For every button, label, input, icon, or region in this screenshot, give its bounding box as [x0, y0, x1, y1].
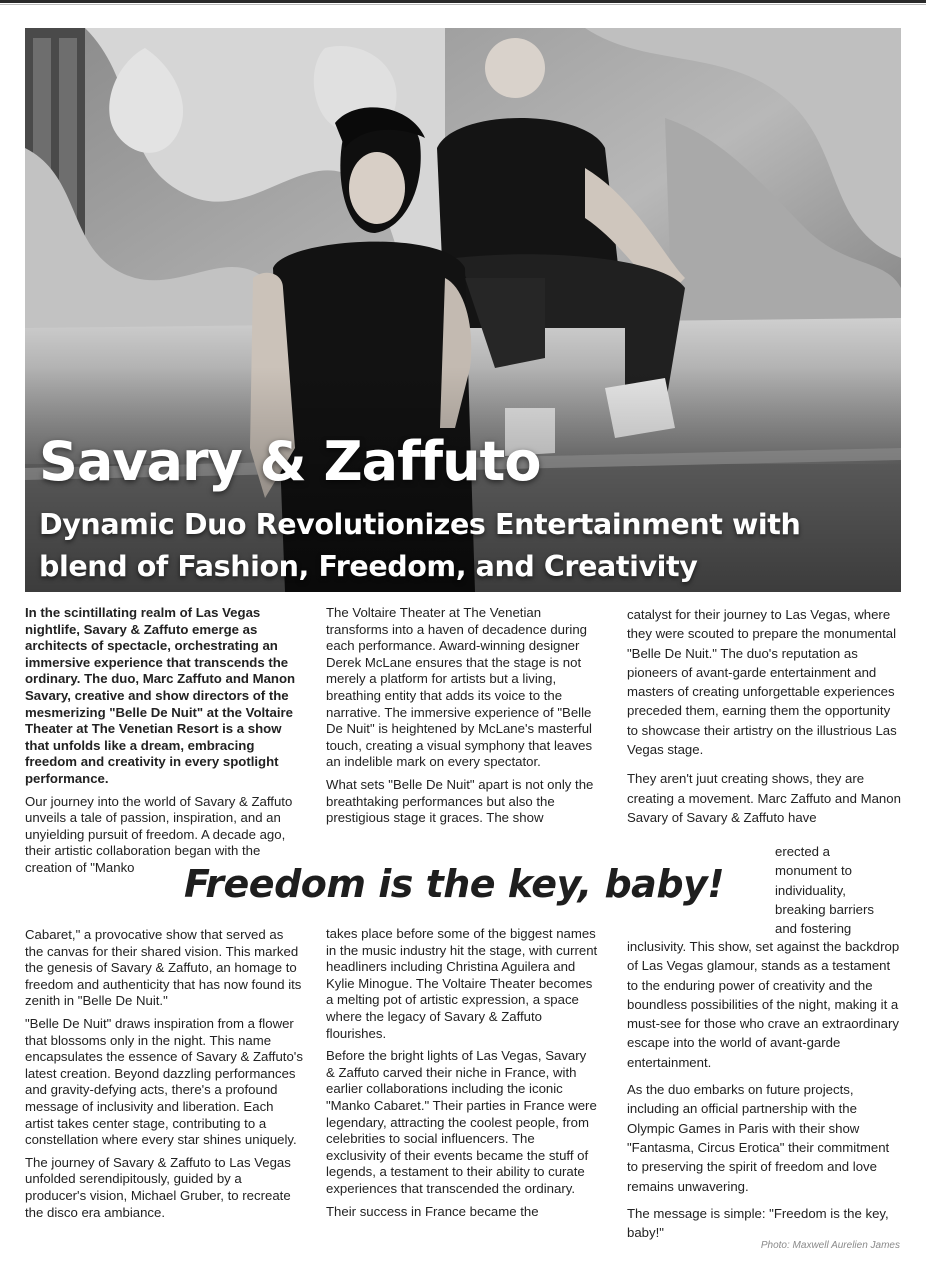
column-3-wrap	[775, 842, 895, 938]
col3-paragraph-2b: erected a monument to individuality, breaking barriers and fostering	[775, 844, 874, 937]
column-2-continued	[326, 926, 598, 1226]
page-top-rule-shadow	[0, 4, 926, 5]
col2-paragraph-4: Their success in France became the	[326, 1203, 539, 1219]
col1-paragraph-1a: Our journey into the world of Savary & Zaffuto unveils a tale of passion, inspiration, and an unyielding pursuit of freedom. A decade ago, their artistic collaboration began with the creation of "Manko	[25, 793, 293, 875]
col1-paragraph-1b: Cabaret," a provocative show that served as the canvas for their shared vision. This marked the genesis of Savary & Zaffuto, an homage to freedom and authenticity that has now found its zenith in "Belle De Nuit."	[25, 927, 302, 1009]
lead-paragraph: In the scintillating realm of Las Vegas nightlife, Savary & Zaffuto emerge as architects of spectacle, orchestrating an immersive experience that transcends the ordinary. The duo, Marc Zaffuto and Manon Savary, creative and show directors of the mesmerizing "Belle De Nuit" at the Voltaire Theater at The Venetian Resort is a show that unfolds like a dream, embracing freedom and creativity in every spotlight performance.	[25, 605, 296, 786]
hero-photo	[25, 28, 901, 592]
pull-quote: Freedom is the key, baby!	[184, 862, 725, 906]
col2-paragraph-1: The Voltaire Theater at The Venetian transforms into a haven of decadence during each performance. Award-winning designer Derek McLane ensures that the stage is not merely a platform for artists but a living, breathing entity that adds its voice to the narrative. The immersive experience of "Belle De Nuit" is heightened by McLane's masterful touch, creating a visual symphony that leaves an indelible mark on every spectator.	[326, 605, 593, 770]
article-subtitle: Dynamic Duo Revolutionizes Entertainment with blend of Fashion, Freedom, and Creativity	[39, 508, 801, 583]
col3-paragraph-4: The message is simple: "Freedom is the key, baby!"	[627, 1205, 889, 1241]
article-title: Savary & Zaffuto	[39, 430, 541, 493]
col3-paragraph-2a: They aren't juut creating shows, they are creating a movement. Marc Zaffuto and Manon Savary of Savary & Zaffuto have	[627, 771, 901, 825]
col2-paragraph-3: Before the bright lights of Las Vegas, Savary & Zaffuto carved their niche in France, with earlier collaborations including the iconic "Manko Cabaret." Their parties in France were legendary, attracting the coolest people, from celebrities to social influencers. The exclusivity of their events became the stuff of legends, a testament to their ability to curate experiences that transcended the ordinary.	[326, 1048, 597, 1196]
column-2	[326, 605, 598, 833]
col2-paragraph-2a: What sets "Belle De Nuit" apart is not only the breathtaking performances but also the prestigious stage it graces. The show	[326, 776, 594, 826]
page-top-rule	[0, 0, 926, 3]
col1-paragraph-2: "Belle De Nuit" draws inspiration from a flower that blossoms only in the night. This name encapsulates the essence of Savary & Zaffuto's latest creation. Beyond dazzling performances and gravity-defying acts, there's a profound message of inclusivity and liberation. Each artist takes center stage, contributing to a constellation where every star shines uniquely.	[25, 1015, 303, 1148]
col1-paragraph-3: The journey of Savary & Zaffuto to Las Vegas unfolded serendipitously, guided by a producer's vision, Michael Gruber, to recreate the disco era ambiance.	[25, 1154, 291, 1220]
col3-paragraph-2c: inclusivity. This show, set against the backdrop of Las Vegas glamour, stands as a testament to the enduring power of creativity and the boundless possibilities of the night, making it a must-see for those who crave an extraordinary escape into the world of avant-garde entertainment.	[627, 939, 900, 1070]
col3-paragraph-1: catalyst for their journey to Las Vegas, where they were scouted to prepare the monumental "Belle De Nuit." The duo's reputation as pioneers of avant-garde entertainment and masters of creating unforgettable experiences preceded them, earning them the opportunity to showcase their artistry on the illustrious Las Vegas stage.	[627, 607, 897, 758]
col3-paragraph-3: As the duo embarks on future projects, including an official partnership with the Olympic Games in Paris with their show "Fantasma, Circus Erotica" their commitment to preserving the spirit of freedom and love remains unwavering.	[627, 1082, 890, 1194]
col2-paragraph-2b: takes place before some of the biggest names in the music industry hit the stage, with current headliners including Christina Aguilera and Kylie Minogue. The Voltaire Theater becomes a melting pot of artistic expression, a space where the legacy of Savary & Zaffuto flourishes.	[326, 926, 598, 1041]
column-1-continued	[25, 927, 303, 1227]
column-1	[25, 605, 303, 877]
photo-credit: Photo: Maxwell Aurelien James	[760, 1240, 900, 1251]
column-3-continued	[627, 937, 902, 1248]
column-3	[627, 605, 902, 833]
